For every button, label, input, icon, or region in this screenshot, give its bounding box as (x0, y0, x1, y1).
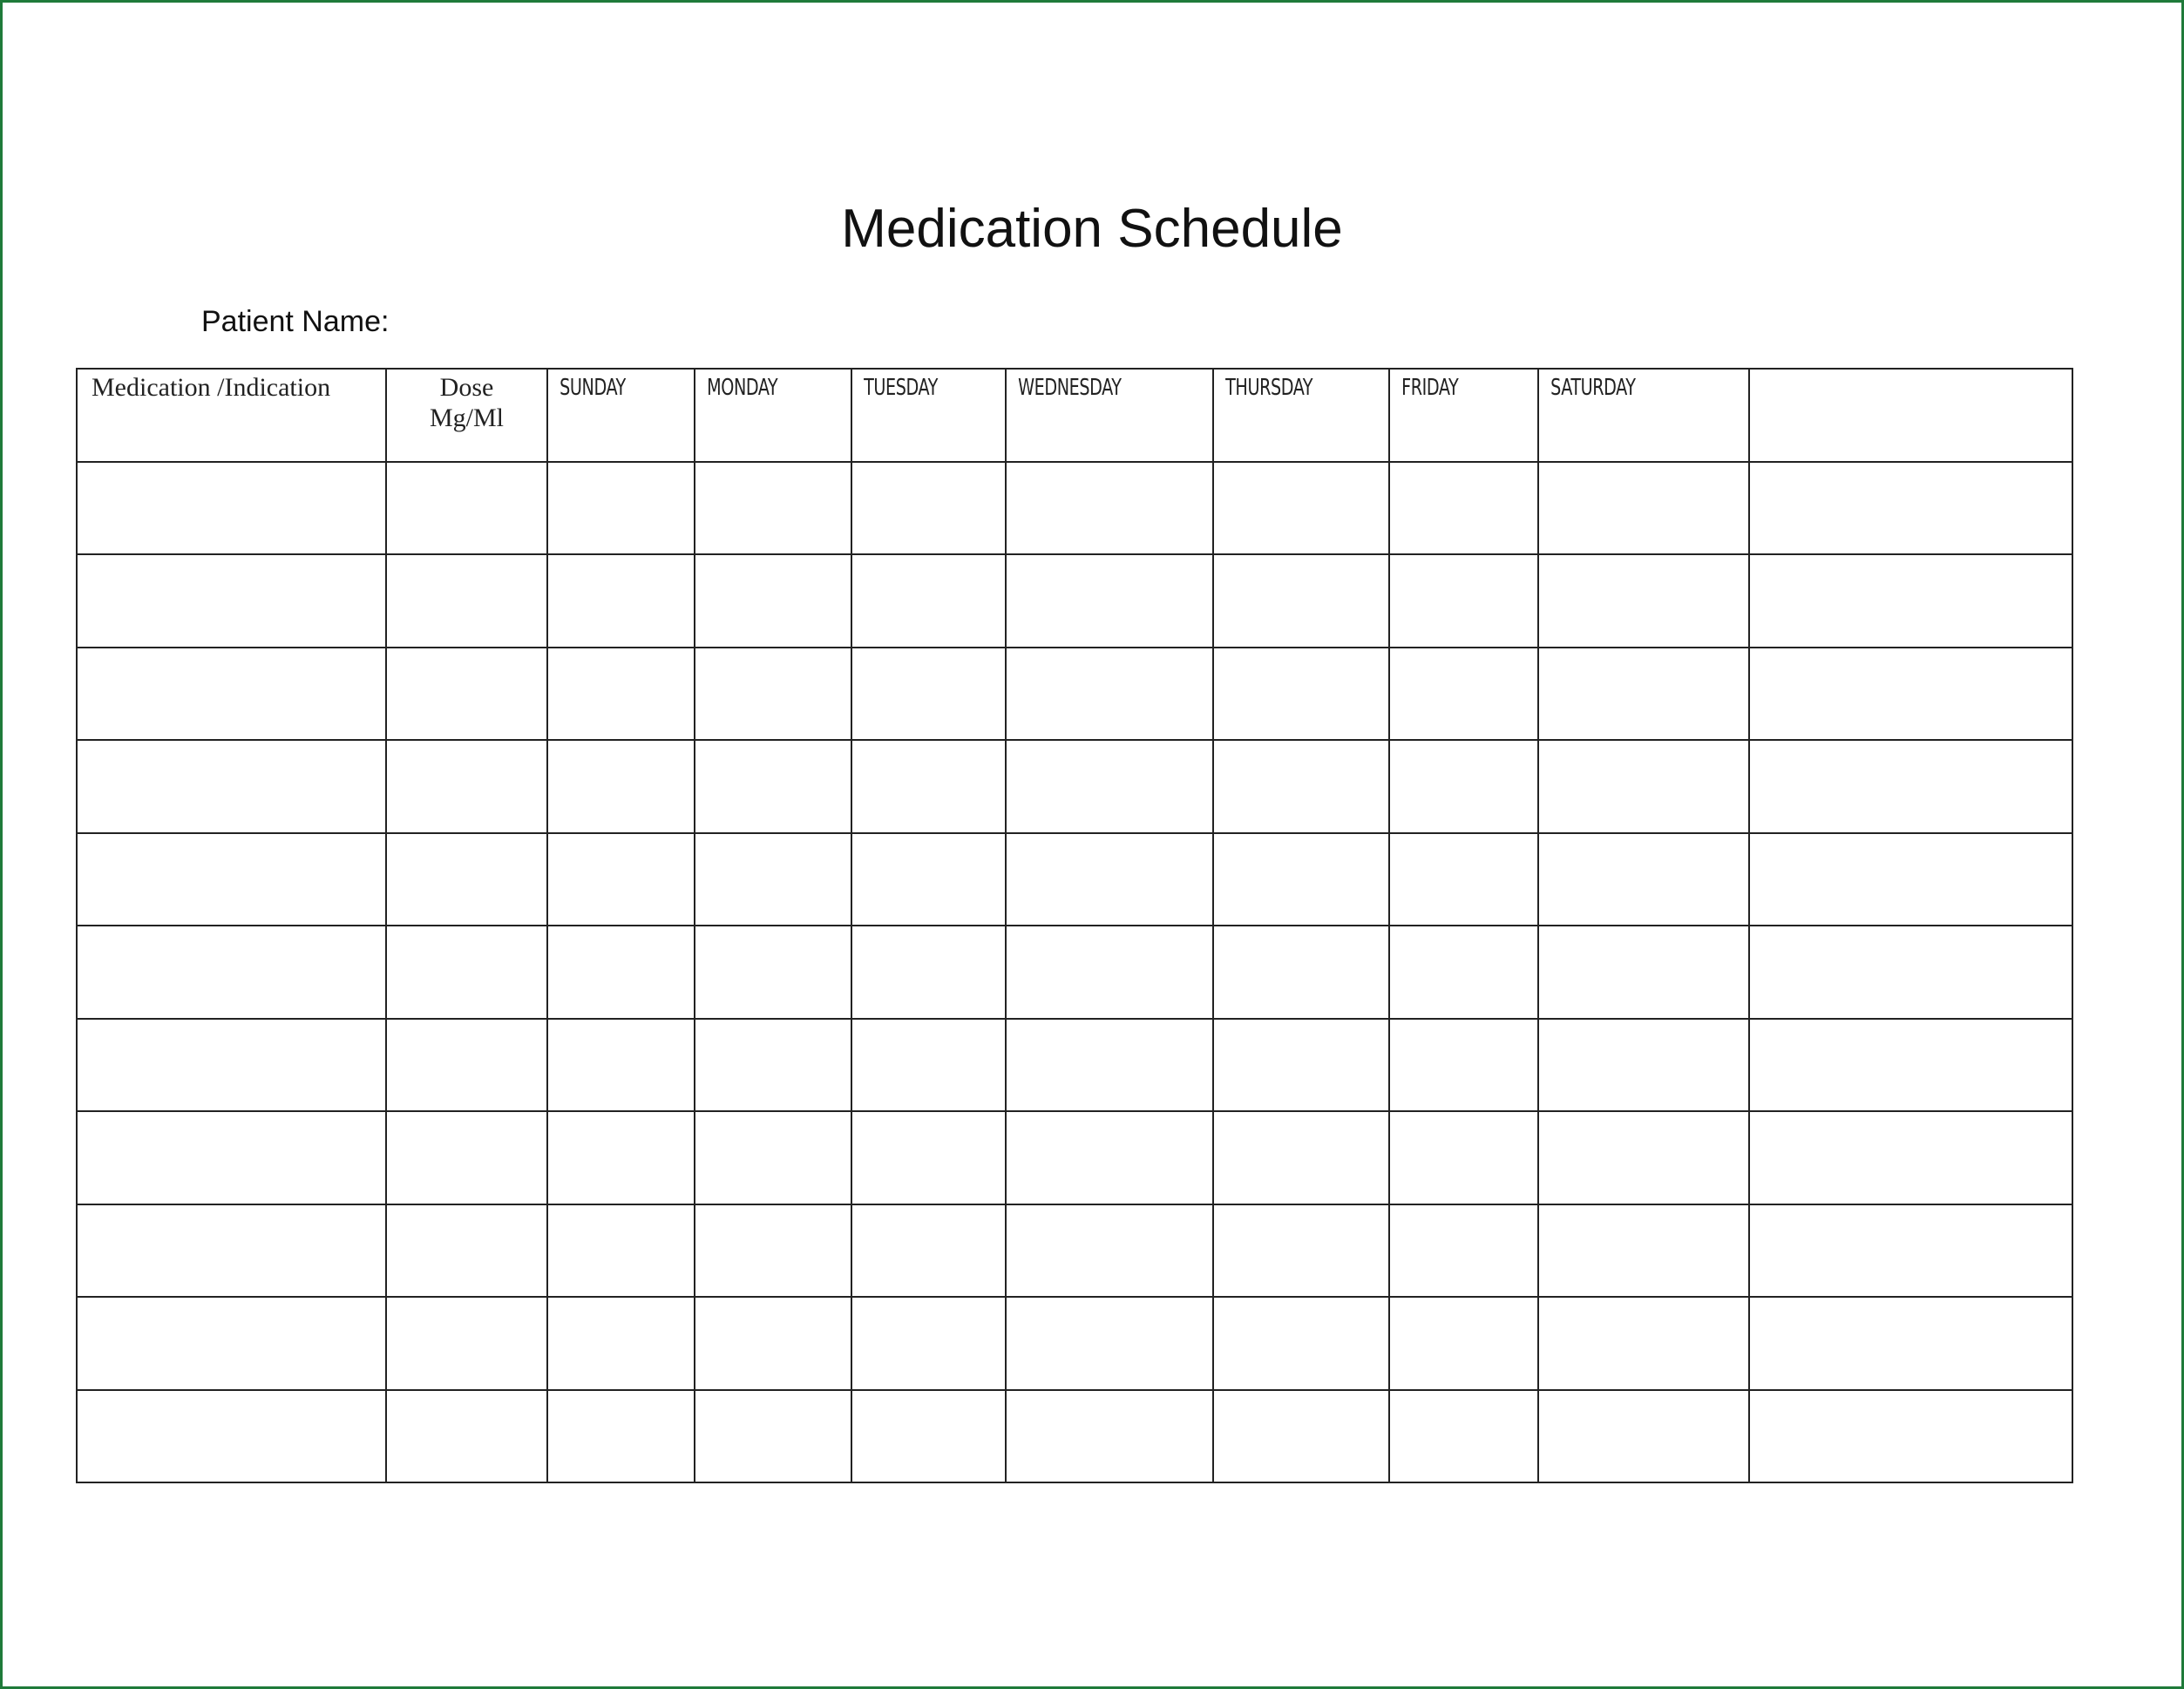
header-thursday-label: THURSDAY (1225, 375, 1313, 401)
cell-medication[interactable] (77, 833, 386, 926)
cell-friday[interactable] (1389, 1390, 1538, 1483)
cell-saturday[interactable] (1538, 1111, 1749, 1204)
cell-tuesday[interactable] (851, 1204, 1006, 1298)
table-row (77, 554, 2072, 648)
cell-sunday[interactable] (547, 648, 695, 741)
cell-sunday[interactable] (547, 740, 695, 833)
cell-monday[interactable] (695, 1297, 851, 1390)
cell-monday[interactable] (695, 1111, 851, 1204)
cell-wednesday[interactable] (1006, 926, 1213, 1019)
cell-wednesday[interactable] (1006, 740, 1213, 833)
cell-wednesday[interactable] (1006, 1111, 1213, 1204)
header-monday-label: MONDAY (707, 375, 778, 401)
cell-tuesday[interactable] (851, 926, 1006, 1019)
header-medication-indication (77, 369, 386, 462)
header-dose-unit: Mg/Ml (429, 403, 505, 432)
header-tuesday-label: TUESDAY (864, 375, 938, 401)
cell-saturday[interactable] (1538, 1019, 1749, 1112)
cell-sunday[interactable] (547, 1390, 695, 1483)
cell-wednesday[interactable] (1006, 554, 1213, 648)
cell-saturday[interactable] (1538, 1297, 1749, 1390)
cell-wednesday[interactable] (1006, 648, 1213, 741)
cell-extra[interactable] (1749, 833, 2072, 926)
cell-friday[interactable] (1389, 1111, 1538, 1204)
table-row (77, 1390, 2072, 1483)
cell-wednesday[interactable] (1006, 1204, 1213, 1298)
cell-wednesday[interactable] (1006, 1019, 1213, 1112)
cell-thursday[interactable] (1213, 740, 1389, 833)
header-medication-label: Medication /Indication (92, 373, 331, 402)
cell-extra[interactable] (1749, 1390, 2072, 1483)
cell-extra[interactable] (1749, 926, 2072, 1019)
table-row (77, 1111, 2072, 1204)
cell-friday[interactable] (1389, 1019, 1538, 1112)
header-row (77, 369, 2072, 462)
cell-tuesday[interactable] (851, 1297, 1006, 1390)
cell-wednesday[interactable] (1006, 1297, 1213, 1390)
cell-thursday[interactable] (1213, 1390, 1389, 1483)
table-row (77, 926, 2072, 1019)
cell-wednesday[interactable] (1006, 1390, 1213, 1483)
cell-tuesday[interactable] (851, 1390, 1006, 1483)
cell-medication[interactable] (77, 740, 386, 833)
header-saturday-label: SATURDAY (1550, 375, 1636, 401)
cell-wednesday[interactable] (1006, 833, 1213, 926)
cell-extra[interactable] (1749, 740, 2072, 833)
cell-sunday[interactable] (547, 462, 695, 555)
header-monday (695, 369, 851, 462)
header-wednesday-label: WEDNESDAY (1018, 375, 1122, 401)
cell-dose[interactable] (386, 1390, 547, 1483)
cell-sunday[interactable] (547, 926, 695, 1019)
cell-sunday[interactable] (547, 1019, 695, 1112)
cell-friday[interactable] (1389, 462, 1538, 555)
cell-extra[interactable] (1749, 554, 2072, 648)
cell-extra[interactable] (1749, 648, 2072, 741)
cell-monday[interactable] (695, 833, 851, 926)
cell-friday[interactable] (1389, 833, 1538, 926)
cell-saturday[interactable] (1538, 1204, 1749, 1298)
cell-thursday[interactable] (1213, 554, 1389, 648)
header-dose-label: Dose (439, 373, 494, 402)
cell-tuesday[interactable] (851, 833, 1006, 926)
medication-schedule-table (76, 368, 2073, 1483)
table-row (77, 1204, 2072, 1298)
cell-monday[interactable] (695, 554, 851, 648)
cell-medication[interactable] (77, 926, 386, 1019)
cell-saturday[interactable] (1538, 1390, 1749, 1483)
cell-friday[interactable] (1389, 740, 1538, 833)
cell-extra[interactable] (1749, 1297, 2072, 1390)
cell-monday[interactable] (695, 1019, 851, 1112)
cell-saturday[interactable] (1538, 740, 1749, 833)
cell-sunday[interactable] (547, 833, 695, 926)
cell-medication[interactable] (77, 1204, 386, 1298)
cell-dose[interactable] (386, 648, 547, 741)
header-saturday (1538, 369, 1749, 462)
cell-saturday[interactable] (1538, 554, 1749, 648)
schedule-body (77, 462, 2072, 1483)
cell-tuesday[interactable] (851, 1111, 1006, 1204)
cell-monday[interactable] (695, 462, 851, 555)
cell-thursday[interactable] (1213, 1111, 1389, 1204)
cell-friday[interactable] (1389, 554, 1538, 648)
cell-monday[interactable] (695, 926, 851, 1019)
cell-medication[interactable] (77, 648, 386, 741)
header-sunday (547, 369, 695, 462)
header-thursday (1213, 369, 1389, 462)
cell-monday[interactable] (695, 740, 851, 833)
cell-medication[interactable] (77, 462, 386, 555)
table-row (77, 648, 2072, 741)
cell-sunday[interactable] (547, 1297, 695, 1390)
cell-wednesday[interactable] (1006, 462, 1213, 555)
cell-friday[interactable] (1389, 926, 1538, 1019)
page-title: Medication Schedule (841, 199, 1343, 259)
cell-medication[interactable] (77, 554, 386, 648)
header-dose (386, 369, 547, 462)
cell-sunday[interactable] (547, 1204, 695, 1298)
cell-extra[interactable] (1749, 1019, 2072, 1112)
table-row (77, 1019, 2072, 1112)
cell-thursday[interactable] (1213, 1204, 1389, 1298)
cell-dose[interactable] (386, 1019, 547, 1112)
cell-saturday[interactable] (1538, 833, 1749, 926)
cell-medication[interactable] (77, 1019, 386, 1112)
cell-medication[interactable] (77, 1390, 386, 1483)
cell-thursday[interactable] (1213, 648, 1389, 741)
cell-saturday[interactable] (1538, 926, 1749, 1019)
cell-thursday[interactable] (1213, 926, 1389, 1019)
cell-tuesday[interactable] (851, 1019, 1006, 1112)
cell-extra[interactable] (1749, 1111, 2072, 1204)
cell-monday[interactable] (695, 648, 851, 741)
cell-dose[interactable] (386, 1297, 547, 1390)
cell-medication[interactable] (77, 1297, 386, 1390)
cell-thursday[interactable] (1213, 462, 1389, 555)
cell-saturday[interactable] (1538, 648, 1749, 741)
cell-dose[interactable] (386, 1111, 547, 1204)
cell-dose[interactable] (386, 926, 547, 1019)
cell-thursday[interactable] (1213, 1019, 1389, 1112)
cell-friday[interactable] (1389, 648, 1538, 741)
header-friday-label: FRIDAY (1401, 375, 1459, 401)
header-extra-label (1750, 370, 2014, 376)
cell-tuesday[interactable] (851, 554, 1006, 648)
cell-medication[interactable] (77, 1111, 386, 1204)
cell-tuesday[interactable] (851, 740, 1006, 833)
cell-tuesday[interactable] (851, 648, 1006, 741)
cell-dose[interactable] (386, 833, 547, 926)
table-row (77, 462, 2072, 555)
header-sunday-label: SUNDAY (560, 375, 626, 401)
cell-thursday[interactable] (1213, 833, 1389, 926)
cell-sunday[interactable] (547, 554, 695, 648)
cell-monday[interactable] (695, 1204, 851, 1298)
cell-dose[interactable] (386, 740, 547, 833)
header-friday (1389, 369, 1538, 462)
cell-friday[interactable] (1389, 1204, 1538, 1298)
cell-thursday[interactable] (1213, 1297, 1389, 1390)
cell-dose[interactable] (386, 462, 547, 555)
table-row (77, 1297, 2072, 1390)
cell-dose[interactable] (386, 1204, 547, 1298)
header-wednesday (1006, 369, 1213, 462)
table-row (77, 833, 2072, 926)
cell-dose[interactable] (386, 554, 547, 648)
cell-friday[interactable] (1389, 1297, 1538, 1390)
cell-monday[interactable] (695, 1390, 851, 1483)
cell-extra[interactable] (1749, 462, 2072, 555)
cell-saturday[interactable] (1538, 462, 1749, 555)
header-tuesday (851, 369, 1006, 462)
cell-sunday[interactable] (547, 1111, 695, 1204)
header-extra (1749, 369, 2072, 462)
patient-name-label: Patient Name: (201, 305, 390, 338)
cell-extra[interactable] (1749, 1204, 2072, 1298)
cell-tuesday[interactable] (851, 462, 1006, 555)
table-row (77, 740, 2072, 833)
